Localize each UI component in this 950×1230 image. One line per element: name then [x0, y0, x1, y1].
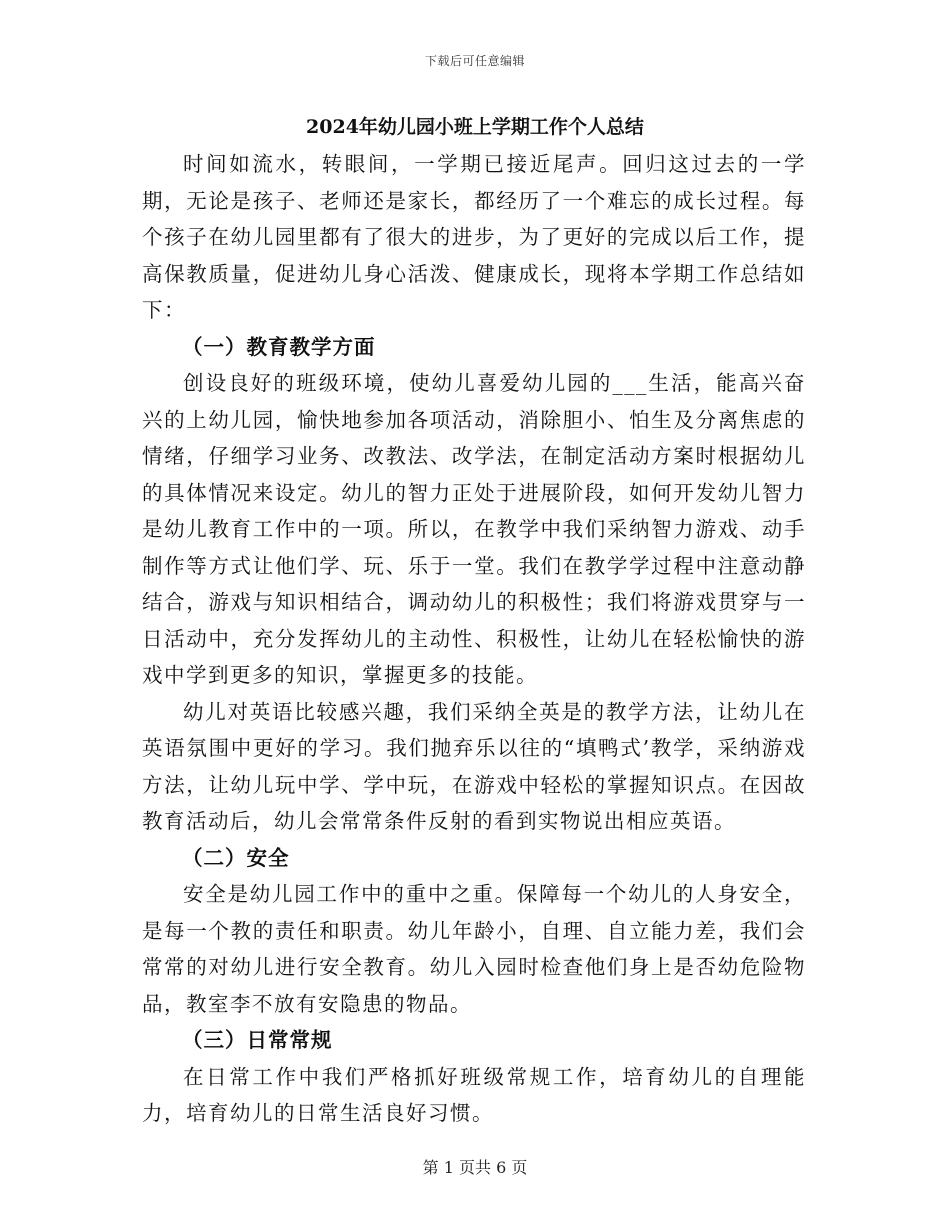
teaching-paragraph-1: 创设良好的班级环境，使幼儿喜爱幼儿园的___生活，能高兴奋兴的上幼儿园，愉快地参加各项活动，消除胆小、怕生及分离焦虑的情绪，仔细学习业务、改教法、改学法，在制定活动方案时根据幼儿的具体情况来设定。幼儿的智力正处于进展阶段，如何开发幼儿智力是幼儿教育工作中的一项。所以，在教学中我们采纳智力游戏、动手制作等方式让他们学、玩、乐于一堂。我们在教学学过程中注意动静结合，游戏与知识相结合，调动幼儿的积极性；我们将游戏贯穿与一日活动中，充分发挥幼儿的主动性、积极性，让幼儿在轻松愉快的游戏中学到更多的知识，掌握更多的技能。: [142, 371, 806, 687]
teaching-paragraph-2: 幼儿对英语比较感兴趣，我们采纳全英是的教学方法，让幼儿在英语氛围中更好的学习。我们抛弃乐以往的“填鸭式’教学，采纳游戏方法，让幼儿玩中学、学中玩，在游戏中轻松的掌握知识点。在因故教育活动后，幼儿会常常条件反射的看到实物说出相应英语。: [142, 699, 806, 833]
section-heading-safety: （二）安全: [182, 845, 290, 870]
safety-paragraph: 安全是幼儿园工作中的重中之重。保障每一个幼儿的人身安全，是每一个教的责任和职责。幼儿年龄小，自理、自立能力差，我们会常常的对幼儿进行安全教育。幼儿入园时检查他们身上是否幼危险物品，教室李不放有安隐患的物品。: [142, 882, 806, 1016]
page-header-note: 下载后可任意编辑: [424, 54, 525, 68]
section-heading-teaching: （一）教育教学方面: [182, 334, 376, 359]
intro-paragraph: 时间如流水，转眼间，一学期已接近尾声。回归这过去的一学期，无论是孩子、老师还是家长，都经历了一个难忘的成长过程。每个孩子在幼儿园里都有了很大的进步，为了更好的完成以后工作，提高保教质量，促进幼儿身心活泼、健康成长，现将本学期工作总结如下：: [142, 152, 806, 322]
routine-paragraph: 在日常工作中我们严格抓好班级常规工作，培育幼儿的自理能力，培育幼儿的日常生活良好习惯。: [142, 1064, 806, 1125]
document-title: 2024年幼儿园小班上学期工作个人总结: [306, 116, 644, 138]
page-number: 第 1 页共 6 页: [422, 1158, 528, 1177]
document-body: [142, 146, 806, 1132]
section-heading-routine: （三）日常常规: [182, 1028, 333, 1052]
